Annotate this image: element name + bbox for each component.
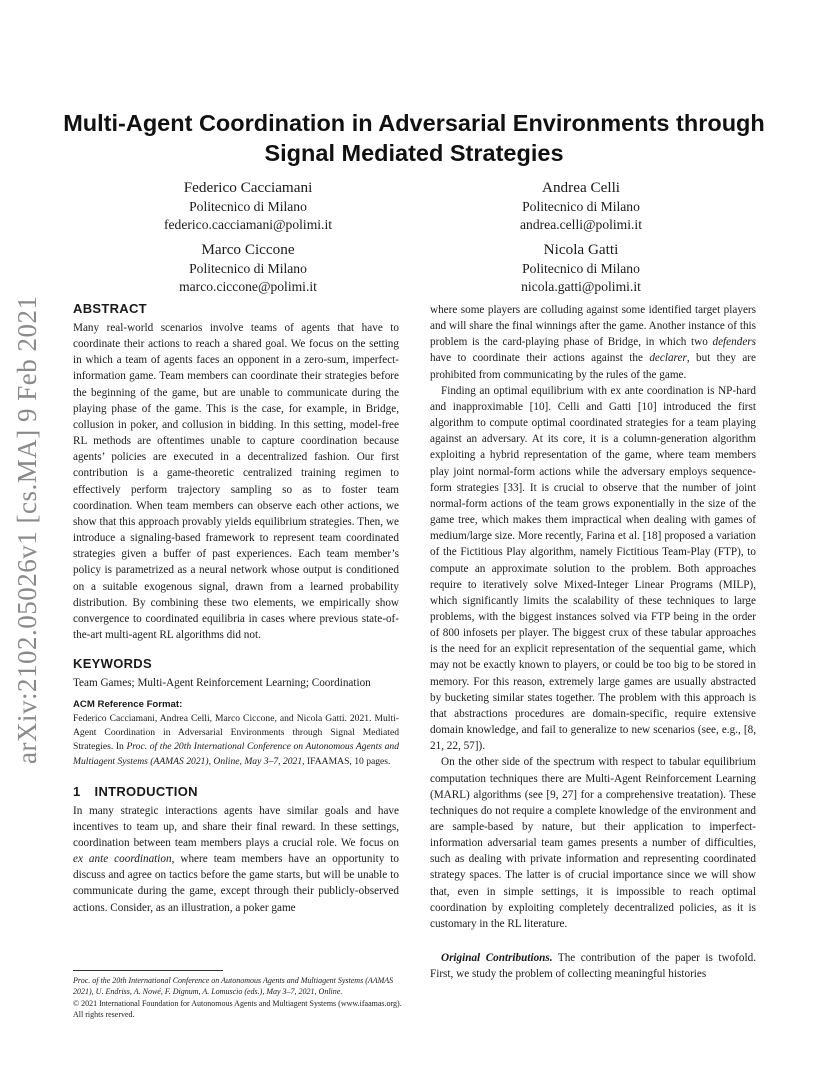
abstract-text: Many real-world scenarios involve teams of agents that have to coordinate their actions to reach a shared goal. We focus on the setting in which a team of agents faces an opponent in a zero-sum, imperfect-information game. Team members can coordinate their strategies before the beginning of the game, but are unable to communicate during the playing phase of the game. This is the case, for example, in Bridge, collusion in poker, and collusion in bidding. In this setting, model-free RL methods are oftentimes unable to capture coordination because agents’ policies are executed in a decentralized fashion. Our first contribution is a game-theoretic centralized training regimen to effectively perform trajectory sampling so as to foster team coordination. When team members can observe each other actions, we show that this approach provably yields equilibrium strategies. Then, we introduce a signaling-based framework to represent team coordinated strategies given a buffer of past experiences. Each team member’s policy is parametrized as a neural network whose output is conditioned on a suitable exogenous signal, drawn from a learned probability distribution. By combining these two elements, we empirically show convergence to coordinated equilibria in cases where previous state-of-the-art multi-agent RL algorithms did not.: [73, 322, 399, 641]
acm-reference-part1: Federico Cacciamani, Andrea Celli, Marco Ciccone, and Nicola Gatti. 2021. Multi-Agent Coordination in Adversarial Environments through Signal Mediated Strategies. In: [73, 713, 399, 753]
author-block: [451, 240, 711, 296]
section-number: 1: [73, 783, 81, 799]
keywords-heading: KEYWORDS: [73, 656, 152, 672]
footnote-divider: [73, 970, 223, 971]
author-block: [118, 178, 378, 234]
author-name: Nicola Gatti: [543, 241, 619, 258]
author-affiliation: Politecnico di Milano: [522, 261, 640, 276]
body-paragraph: Finding an optimal equilibrium with ex ante coordination is NP-hard and inapproximable [10]. Celli and Gatti [10] introduced the first algorithm to compute optimal coordinated strategies for a team playing against an adversary. At its core, it is a column-generation algorithm exploiting a hybrid representation of the game, where team members play joint normal-form actions while the adversary employs sequence-form strategies [33]. It is crucial to observe that the number of joint normal-form actions of the team grows exponentially in the size of the game tree, which makes them impractical when dealing with games of medium/large size. More recently, Farina et al. [18] proposed a variation of the Fictitious Play algorithm, namely Fictitious Team-Play (FTP), to compute an approximate solution to the problem. Both approaches require to iteratively solve Mixed-Integer Linear Programs (MILP), which significantly limits the scalability of these techniques to large problems, with the biggest instances solved via FTP being in the order of 800 infosets per player. The biggest crux of these tabular approaches is the need for an explicit representation of the sequential game, which may not be exactly known to players, or could be too big to be stored in memory. For this reason, extremely large games are usually abstracted by bucketing similar states together. The problem with this approach is that abstractions procedures are domain-specific, require extensive domain knowledge, and fail to generalize to new scenarios (see, e.g., [8, 21, 22, 57]).: [430, 384, 756, 753]
left-column: [73, 300, 399, 916]
keywords-text: Team Games; Multi-Agent Reinforcement Learning; Coordination: [73, 677, 371, 690]
right-column: [430, 302, 756, 982]
footnote-copyright: © 2021 International Foundation for Autonomous Agents and Multiagent Systems (www.ifaamas.org). All rights reserved.: [73, 998, 402, 1020]
contributions-text: The contribution of the paper is twofold. First, we study the problem of collecting meaningful histories: [430, 952, 756, 981]
author-name: Federico Cacciamani: [183, 179, 313, 196]
acm-reference-venue: Proc. of the 20th International Conference on Autonomous Agents and Multiagent Systems (AAMAS 2021), Online, May 3–7, 2021: [73, 741, 399, 767]
footnote: [73, 975, 403, 1021]
body-text: , but they are prohibited from communicating by the rules of the game.: [430, 352, 756, 381]
author-email: andrea.celli@polimi.it: [520, 217, 642, 232]
intro-text: In many strategic interactions agents have similar goals and have incentives to team up, and share their final reward. In these settings, coordination between team members plays a crucial role. We focus on: [73, 804, 399, 849]
author-name: Marco Ciccone: [201, 241, 295, 258]
abstract-heading: ABSTRACT: [73, 301, 147, 316]
author-affiliation: Politecnico di Milano: [189, 261, 307, 276]
body-emphasis: declarer: [649, 352, 687, 365]
author-email: federico.cacciamani@polimi.it: [163, 217, 333, 232]
contributions-label: Original Contributions.: [441, 952, 553, 965]
body-paragraph: On the other side of the spectrum with respect to tabular equilibrium computation techniques there are Multi-Agent Reinforcement Learning (MARL) algorithms (see [9, 27] for a comprehensive treatation). These techniques do not require a complete knowledge of the environment and are sample-based by nature, but their application to imperfect-information adversarial team games presents a number of difficulties, such as dealing with private information and representing coordinated strategy spaces. The latter is of crucial importance since we will show that, even in simple settings, it is impossible to reach optimal coordination by exploiting completely decentralized policies, as it is customary in the RL literature.: [430, 756, 756, 930]
author-email: nicola.gatti@polimi.it: [521, 279, 641, 294]
intro-emphasis: ex ante coordination: [73, 853, 172, 866]
body-text: where some players are colluding against some identified target players and will share the final winnings after the game. Another instance of this problem is the card-playing phase of Bridge, in which two: [430, 304, 756, 349]
introduction-heading: [73, 783, 399, 801]
introduction-paragraph: [73, 803, 399, 916]
author-name: Andrea Celli: [541, 179, 621, 196]
author-affiliation: Politecnico di Milano: [189, 199, 307, 214]
arxiv-identifier: arXiv:2102.05026v1 [cs.MA] 9 Feb 2021: [12, 295, 42, 765]
paper-title: Multi-Agent Coordination in Adversarial Environments through Signal Mediated Strategies: [63, 110, 765, 166]
body-paragraph: [430, 302, 756, 383]
author-affiliation: Politecnico di Milano: [522, 199, 640, 214]
author-block: [451, 178, 711, 234]
footnote-proceedings: Proc. of the 20th International Conference on Autonomous Agents and Multiagent Systems (AAMAS 2021), U. Endriss, A. Nowé, F. Dignum, A. Lomuscio (eds.), May 3–7, 2021, Online.: [73, 976, 394, 997]
author-email: marco.ciccone@polimi.it: [179, 279, 317, 294]
author-block: [118, 240, 378, 296]
acm-reference-heading: ACM Reference Format:: [73, 699, 183, 711]
section-title: INTRODUCTION: [94, 783, 198, 799]
intro-text: , where team members have an opportunity to discuss and agree on tactics before the game starts, but will be unable to communicate during the game, except through their publicly-observed actions. Consider, as an illustration, a poker game: [73, 853, 400, 914]
acm-reference-text: [73, 712, 399, 768]
body-emphasis: defenders: [712, 336, 756, 349]
acm-reference-part2: , IFAAMAS, 10 pages.: [302, 755, 391, 767]
body-text: have to coordinate their actions against the: [430, 352, 650, 365]
contributions-paragraph: [430, 950, 756, 982]
